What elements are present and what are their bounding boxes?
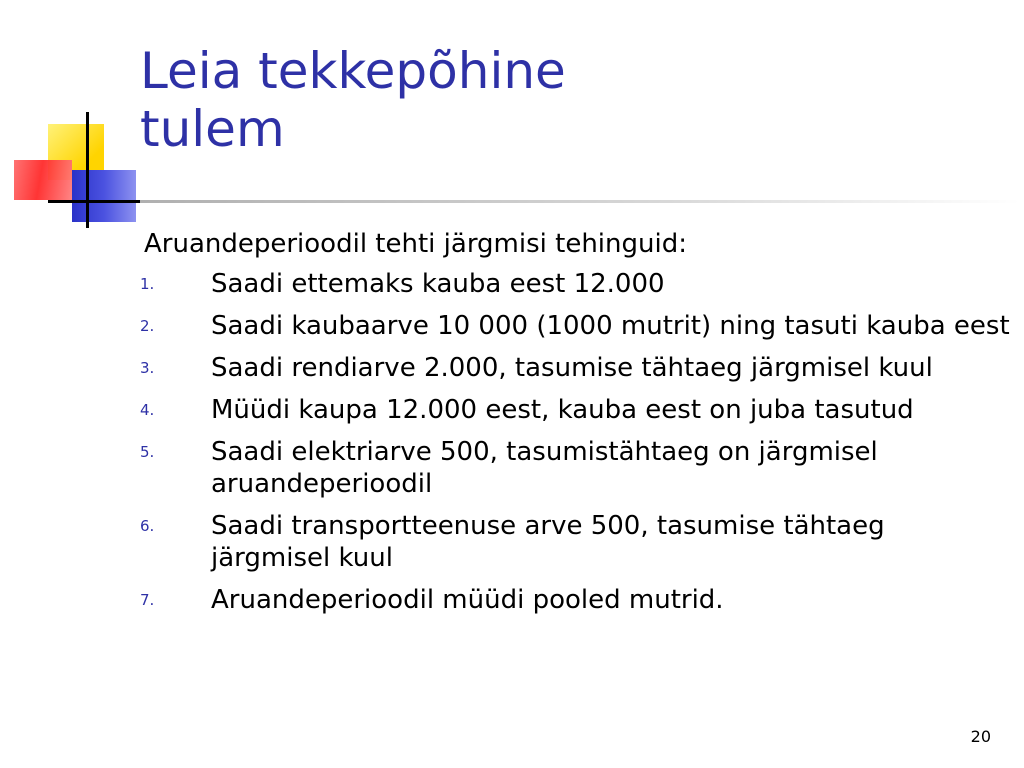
list-item-number: 4. [140, 401, 155, 419]
list-item [140, 352, 1010, 384]
intro-text: Aruandeperioodil tehti järgmisi tehinguid: [144, 229, 687, 259]
list-item-text: Müüdi kaupa 12.000 eest, kauba eest on juba tasutud [211, 395, 914, 425]
list-item-number: 5. [140, 443, 155, 461]
list-item [140, 394, 1010, 426]
decorative-red-square [14, 160, 72, 200]
list-item-number: 6. [140, 517, 155, 535]
list-item-text: Saadi elektriarve 500, tasumistähtaeg on järgmisel aruandeperioodil [211, 437, 878, 499]
list-item [140, 310, 1010, 342]
list-item-text: Saadi rendiarve 2.000, tasumise tähtaeg järgmisel kuul [211, 353, 933, 383]
decorative-blue-square [72, 170, 136, 222]
list-item-text: Saadi transportteenuse arve 500, tasumise tähtaeg järgmisel kuul [211, 511, 885, 573]
slide-title-line-2: tulem [140, 100, 285, 158]
slide-title [140, 42, 840, 158]
decorative-vertical-line [86, 112, 89, 228]
list-item-number: 3. [140, 359, 155, 377]
list-item-text: Saadi kaubaarve 10 000 (1000 mutrit) ning tasuti kauba eest [211, 311, 1010, 341]
slide-title-line-1: Leia tekkepõhine [140, 42, 566, 100]
list-item-number: 1. [140, 275, 155, 293]
title-underline [140, 200, 1020, 203]
list-item-number: 7. [140, 591, 155, 609]
list-item-text: Aruandeperioodil müüdi pooled mutrid. [211, 585, 724, 615]
page-number: 20 [970, 727, 991, 746]
list-item [140, 268, 1010, 300]
transaction-list [140, 268, 1010, 626]
list-item [140, 436, 1010, 500]
list-item-number: 2. [140, 317, 155, 335]
list-item [140, 584, 1010, 616]
list-item [140, 510, 1010, 574]
list-item-text: Saadi ettemaks kauba eest 12.000 [211, 269, 665, 299]
